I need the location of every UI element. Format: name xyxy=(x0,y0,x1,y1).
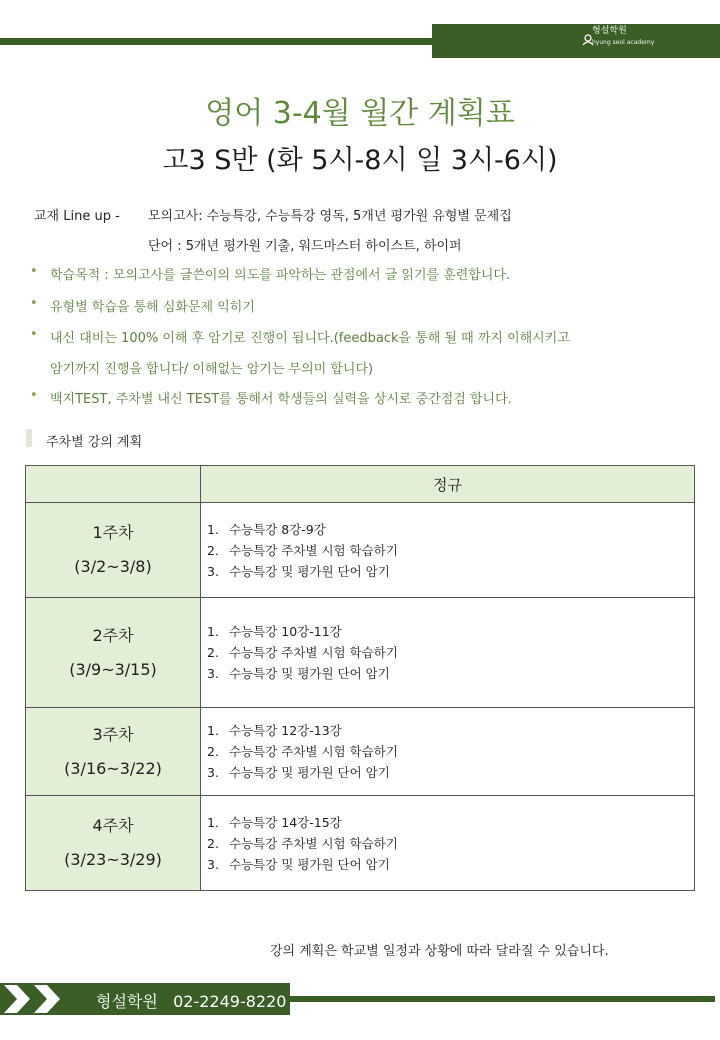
footer-name: 형설학원 xyxy=(96,992,158,1011)
table-corner-cell xyxy=(26,466,201,503)
table-row xyxy=(26,796,695,891)
table-row xyxy=(26,598,695,708)
plan-item: 1. 수능특강 8강-9강 xyxy=(207,521,326,537)
plan-item: 3. 수능특강 및 평가원 단어 암기 xyxy=(207,765,390,780)
plan-item: 1. 수능특강 10강-11강 xyxy=(207,624,342,639)
week-cell xyxy=(26,598,201,708)
plan-item: 2. 수능특강 주차별 시험 학습하기 xyxy=(207,835,398,851)
week-dates: (3/2~3/8) xyxy=(74,557,152,576)
week-label: 3주차 xyxy=(92,724,134,744)
bullet-item: 학습목적 : 모의고사를 글쓴이의 의도를 파악하는 관점에서 글 읽기를 훈련합니다. xyxy=(50,268,511,283)
top-banner-block xyxy=(432,24,720,58)
bullet-item: 내신 대비는 100% 이해 후 암기로 진행이 됩니다.(feedback을 통해 될 때 까지 이해시키고 xyxy=(50,331,570,346)
plan-items-cell xyxy=(201,503,695,598)
plan-items-cell xyxy=(201,598,695,708)
plan-item: 2. 수능특강 주차별 시험 학습하기 xyxy=(207,542,398,558)
plan-item: 1. 수능특강 12강-13강 xyxy=(207,723,342,738)
plan-items-cell xyxy=(201,708,695,796)
week-cell xyxy=(26,796,201,891)
footer-contact xyxy=(96,989,286,1012)
table-header-regular: 정규 xyxy=(201,466,695,503)
week-cell xyxy=(26,708,201,796)
chevron-arrows-icon xyxy=(4,985,74,1013)
plan-item: 3. 수능특강 및 평가원 단어 암기 xyxy=(207,563,390,579)
plan-item: 3. 수능특강 및 평가원 단어 암기 xyxy=(207,856,390,872)
week-dates: (3/16~3/22) xyxy=(64,758,162,778)
week-dates: (3/23~3/29) xyxy=(64,850,162,869)
table-header-row xyxy=(26,466,695,503)
top-banner-line xyxy=(0,38,440,45)
bullet-dot: • xyxy=(30,296,38,311)
logo-sub: hyung seol academy xyxy=(592,39,655,46)
academy-logo xyxy=(592,26,654,48)
plan-items-cell xyxy=(201,796,695,891)
section-title: 주차별 강의 계획 xyxy=(46,435,143,450)
plan-item: 1. 수능특강 14강-15강 xyxy=(207,814,342,830)
logo-name: 형설학원 xyxy=(592,26,627,36)
week-dates: (3/9~3/15) xyxy=(69,659,157,679)
bottom-banner-line xyxy=(280,996,715,1002)
plan-item: 3. 수능특강 및 평가원 단어 암기 xyxy=(207,666,390,681)
bullet-item: 유형별 학습을 통해 심화문제 익히기 xyxy=(50,300,255,315)
textbook-label: 교재 Line up - xyxy=(34,209,120,224)
plan-item: 2. 수능특강 주차별 시험 학습하기 xyxy=(207,744,398,759)
table-row xyxy=(26,708,695,796)
section-marker xyxy=(26,429,32,447)
bullet-dot: • xyxy=(30,388,38,403)
textbook-line-2: 단어 : 5개년 평가원 기출, 워드마스터 하이스트, 하이퍼 xyxy=(148,239,462,254)
bullet-item: 백지TEST, 주차별 내신 TEST를 통해서 학생들의 실력을 상시로 중간점검 합니다. xyxy=(50,392,512,407)
week-cell xyxy=(26,503,201,598)
table-row xyxy=(26,503,695,598)
week-label: 1주차 xyxy=(92,523,134,542)
weekly-plan-table xyxy=(25,465,695,891)
page-title: 영어 3-4월 월간 계획표 xyxy=(205,96,515,131)
week-label: 2주차 xyxy=(92,625,134,645)
page-subtitle: 고3 S반 (화 5시-8시 일 3시-6시) xyxy=(162,145,558,176)
bullet-dot: • xyxy=(30,327,38,342)
plan-item: 2. 수능특강 주차별 시험 학습하기 xyxy=(207,645,398,660)
footer-phone: 02-2249-8220 xyxy=(173,992,287,1011)
bullet-dot: • xyxy=(30,264,38,279)
textbook-line-1: 모의고사: 수능특강, 수능특강 영독, 5개년 평가원 유형별 문제집 xyxy=(148,209,512,224)
week-label: 4주차 xyxy=(92,816,134,835)
schedule-note: 강의 계획은 학교별 일정과 상황에 따라 달라질 수 있습니다. xyxy=(270,944,609,959)
bullet-item-continued: 암기까지 진행을 합니다/ 이해없는 암기는 무의미 합니다) xyxy=(50,362,374,377)
